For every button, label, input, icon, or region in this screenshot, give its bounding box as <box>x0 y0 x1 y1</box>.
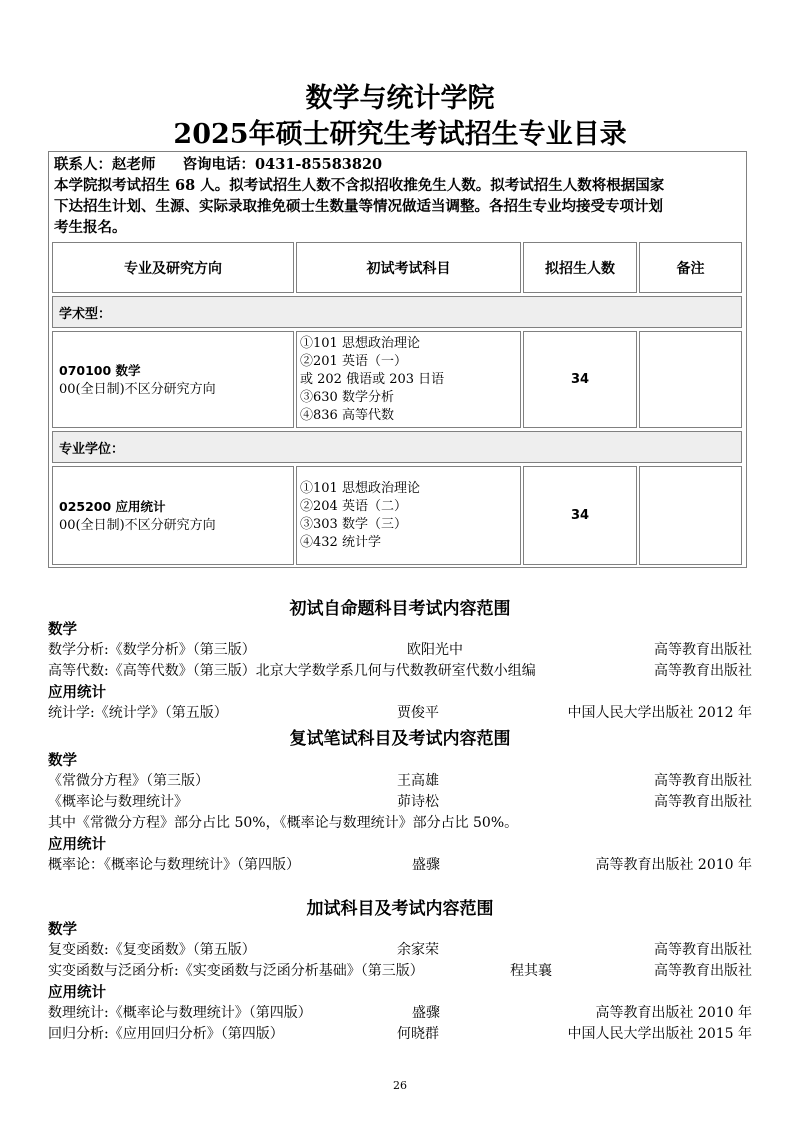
note-text: 其中《常微分方程》部分占比 50%，《概率论与数理统计》部分占比 50%。 <box>48 815 519 831</box>
section-title: 复试笔试科目及考试内容范围 <box>289 729 511 749</box>
book-publisher: 高等教育出版社 <box>654 773 752 789</box>
contact-person: 联系人：赵老师 <box>54 156 156 173</box>
book-author: 盛骤 <box>412 857 440 873</box>
reference-line <box>48 791 752 812</box>
major-direction: 00(全日制)不区分研究方向 <box>59 517 216 533</box>
book-author: 何晓群 <box>397 1026 439 1042</box>
reference-line <box>48 702 752 723</box>
reference-line <box>48 939 752 960</box>
category-label: 应用统计 <box>48 685 106 701</box>
section-title: 加试科目及考试内容范围 <box>306 899 494 919</box>
book-title: 数理统计:《概率论与数理统计》（第四版） <box>48 1005 312 1021</box>
count-cell: 34 <box>523 331 637 428</box>
reference-line <box>48 854 752 875</box>
book-author: 欧阳光中 <box>407 642 463 658</box>
reference-line <box>48 660 752 681</box>
header-subjects: 初试考试科目 <box>296 242 521 293</box>
book-author: 盛骤 <box>412 1005 440 1021</box>
weighting-note <box>48 812 752 833</box>
contact-line <box>54 154 744 175</box>
page-number: 26 <box>393 1079 407 1092</box>
book-publisher: 高等教育出版社 <box>654 794 752 810</box>
book-publisher: 高等教育出版社 <box>654 642 752 658</box>
remark-cell <box>639 466 742 565</box>
book-publisher: 高等教育出版社 2010 年 <box>595 1005 752 1021</box>
header-major: 专业及研究方向 <box>52 242 294 293</box>
book-title: 概率论：《概率论与数理统计》（第四版） <box>48 857 300 873</box>
book-author: 王高雄 <box>397 773 439 789</box>
subject-line: ①101 思想政治理论 <box>300 480 420 496</box>
contact-phone: 咨询电话：0431-85583820 <box>182 156 383 173</box>
reference-line <box>48 1002 752 1023</box>
subject-line: ②201 英语（一） <box>300 353 407 369</box>
category-label: 应用统计 <box>48 985 106 1001</box>
title-line-1: 数学与统计学院 <box>305 83 495 114</box>
notice-line: 本学院拟考试招生 68 人。拟考试招生人数不含拟招收推免生人数。拟考试招生人数将根据国家 <box>54 177 665 194</box>
book-title: 复变函数:《复变函数》（第五版） <box>48 942 256 958</box>
subjects-cell <box>296 331 521 428</box>
section-title: 初试自命题科目考试内容范围 <box>289 599 511 619</box>
book-publisher: 中国人民大学出版社 2012 年 <box>567 705 752 721</box>
info-block <box>54 154 744 238</box>
book-author: 程其襄 <box>510 963 552 979</box>
major-cell <box>52 331 294 428</box>
category-label: 数学 <box>48 922 77 938</box>
reference-line <box>48 639 752 660</box>
category-label: 应用统计 <box>48 837 106 853</box>
book-title: 统计学:《统计学》（第五版） <box>48 705 228 721</box>
reference-line <box>48 1023 752 1044</box>
notice-line: 下达招生计划、生源、实际录取推免硕士生数量等情况做适当调整。各招生专业均接受专项计划 <box>54 198 663 215</box>
band-academic: 学术型： <box>52 296 742 328</box>
reference-line <box>48 770 752 791</box>
major-code: 025200 应用统计 <box>59 498 166 514</box>
book-publisher: 高等教育出版社 <box>654 663 752 679</box>
subject-line: ④836 高等代数 <box>300 407 394 423</box>
subject-line: ②204 英语（二） <box>300 498 407 514</box>
reference-line <box>48 960 752 981</box>
subject-line: ③630 数学分析 <box>300 389 394 405</box>
major-cell <box>52 466 294 565</box>
book-title: 数学分析:《数学分析》（第三版） <box>48 642 256 658</box>
category-label: 数学 <box>48 622 77 638</box>
title-line-2: 2025年硕士研究生考试招生专业目录 <box>173 119 627 150</box>
book-title: 《概率论与数理统计》 <box>48 794 188 810</box>
book-title: 高等代数:《高等代数》（第三版）北京大学数学系几何与代数教研室代数小组编 <box>48 663 536 679</box>
book-publisher: 高等教育出版社 <box>654 942 752 958</box>
book-publisher: 高等教育出版社 <box>654 963 752 979</box>
book-author: 茆诗松 <box>397 794 439 810</box>
notice-line: 考生报名。 <box>54 219 127 236</box>
subject-line: 或 202 俄语或 203 日语 <box>300 371 445 387</box>
book-publisher: 高等教育出版社 2010 年 <box>595 857 752 873</box>
subjects-cell <box>296 466 521 565</box>
book-title: 《常微分方程》（第三版） <box>48 773 209 789</box>
subject-line: ①101 思想政治理论 <box>300 335 420 351</box>
book-publisher: 中国人民大学出版社 2015 年 <box>567 1026 752 1042</box>
remark-cell <box>639 331 742 428</box>
major-direction: 00(全日制)不区分研究方向 <box>59 381 216 397</box>
header-count: 拟招生人数 <box>523 242 637 293</box>
count-cell: 34 <box>523 466 637 565</box>
major-code: 070100 数学 <box>59 362 141 378</box>
subject-line: ③303 数学（三） <box>300 516 407 532</box>
book-author: 余家荣 <box>397 942 439 958</box>
book-author: 贾俊平 <box>397 705 439 721</box>
category-label: 数学 <box>48 753 77 769</box>
band-professional: 专业学位： <box>52 431 742 463</box>
book-title: 实变函数与泛函分析:《实变函数与泛函分析基础》（第三版） <box>48 963 424 979</box>
subject-line: ④432 统计学 <box>300 534 381 550</box>
book-title: 回归分析:《应用回归分析》（第四版） <box>48 1026 284 1042</box>
header-remark: 备注 <box>639 242 742 293</box>
